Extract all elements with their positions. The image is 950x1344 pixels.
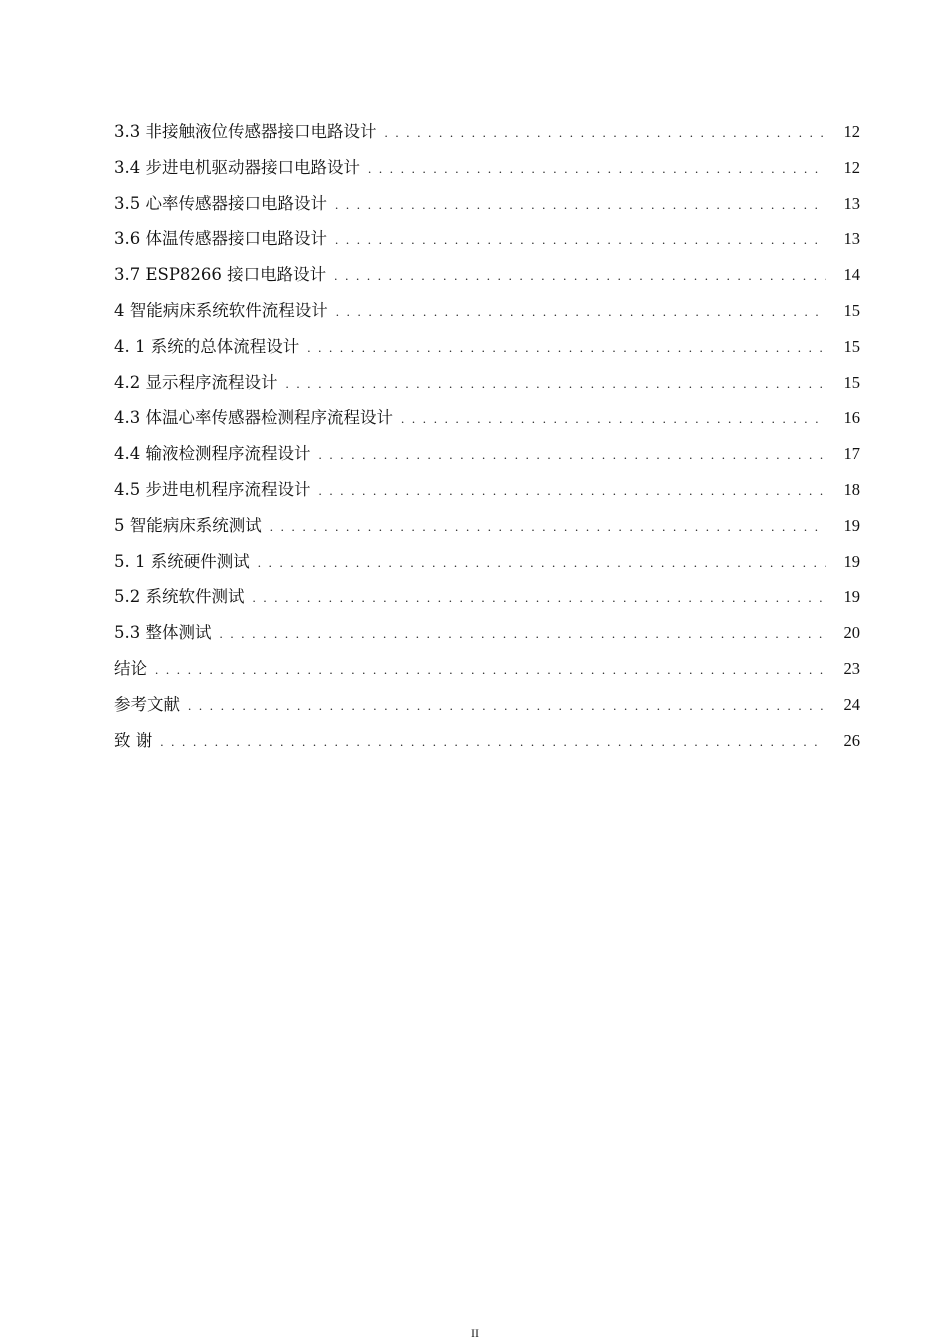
toc-entry-page: 15 <box>843 372 860 392</box>
toc-entry-title: 4.4 输液检测程序流程设计 <box>114 444 311 464</box>
page-number: II <box>471 1326 479 1340</box>
toc-dot-leader <box>336 294 826 330</box>
toc-entry-page: 18 <box>843 479 860 499</box>
toc-entry-title: 4.2 显示程序流程设计 <box>114 372 278 392</box>
toc-entry-title: 参考文献 <box>114 694 180 714</box>
toc-entry-title: 4. 1 系统的总体流程设计 <box>114 336 300 356</box>
toc-entry-page: 19 <box>843 551 860 571</box>
table-of-contents <box>114 114 860 758</box>
toc-dot-leader <box>401 401 826 437</box>
toc-dot-leader <box>286 366 827 402</box>
toc-dot-leader <box>258 545 826 581</box>
toc-dot-leader <box>334 258 826 294</box>
toc-entry-page: 24 <box>843 694 860 714</box>
toc-entry[interactable] <box>114 114 860 150</box>
toc-entry-page: 23 <box>843 658 860 678</box>
toc-dot-leader <box>160 724 826 760</box>
toc-entry-page: 15 <box>843 336 860 356</box>
toc-entry-title: 3.3 非接触液位传感器接口电路设计 <box>114 122 377 141</box>
toc-entry[interactable] <box>114 687 860 723</box>
toc-entry-title: 3.6 体温传感器接口电路设计 <box>114 229 327 249</box>
toc-entry-page: 14 <box>843 265 860 285</box>
toc-dot-leader <box>385 115 827 151</box>
toc-entry-page: 13 <box>843 229 860 249</box>
toc-dot-leader <box>335 187 826 223</box>
toc-entry-title: 4.3 体温心率传感器检测程序流程设计 <box>114 408 393 428</box>
toc-dot-leader <box>188 688 826 724</box>
toc-entry-page: 12 <box>843 122 860 141</box>
toc-entry-title: 4.5 步进电机程序流程设计 <box>114 479 311 499</box>
toc-entry[interactable] <box>114 544 860 580</box>
toc-entry-title: 5.3 整体测试 <box>114 623 212 643</box>
toc-dot-leader <box>319 473 827 509</box>
toc-entry[interactable] <box>114 400 860 436</box>
toc-entry-title: 3.4 步进电机驱动器接口电路设计 <box>114 157 360 177</box>
toc-dot-leader <box>368 151 826 187</box>
toc-entry[interactable] <box>114 150 860 186</box>
toc-dot-leader <box>155 652 826 688</box>
toc-entry[interactable] <box>114 436 860 472</box>
toc-dot-leader <box>220 616 827 652</box>
toc-entry[interactable] <box>114 651 860 687</box>
toc-entry-page: 20 <box>843 623 860 643</box>
toc-entry-title: 5. 1 系统硬件测试 <box>114 551 250 571</box>
toc-entry-page: 12 <box>843 157 860 177</box>
toc-entry-title: 4 智能病床系统软件流程设计 <box>114 300 328 320</box>
toc-entry-title: 3.5 心率传感器接口电路设计 <box>114 193 327 213</box>
toc-entry[interactable] <box>114 579 860 615</box>
toc-entry-page: 19 <box>843 587 860 607</box>
toc-dot-leader <box>319 437 827 473</box>
toc-entry-title: 5 智能病床系统测试 <box>114 515 262 535</box>
toc-entry[interactable] <box>114 508 860 544</box>
toc-entry[interactable] <box>114 472 860 508</box>
toc-entry-title: 结论 <box>114 658 147 678</box>
toc-entry-page: 17 <box>843 444 860 464</box>
toc-entry-title: 3.7 ESP8266 接口电路设计 <box>114 265 327 285</box>
toc-entry[interactable] <box>114 329 860 365</box>
toc-entry-title: 致 谢 <box>114 730 153 750</box>
toc-dot-leader <box>253 580 827 616</box>
toc-entry-page: 13 <box>843 193 860 213</box>
toc-entry[interactable] <box>114 365 860 401</box>
toc-entry[interactable] <box>114 615 860 651</box>
toc-entry[interactable] <box>114 257 860 293</box>
toc-dot-leader <box>335 222 826 258</box>
toc-entry[interactable] <box>114 186 860 222</box>
toc-entry-page: 15 <box>843 300 860 320</box>
toc-entry-page: 16 <box>843 408 860 428</box>
toc-entry-page: 19 <box>843 515 860 535</box>
toc-entry[interactable] <box>114 293 860 329</box>
toc-entry-page: 26 <box>843 730 860 750</box>
toc-entry[interactable] <box>114 723 860 759</box>
toc-entry[interactable] <box>114 221 860 257</box>
toc-dot-leader <box>270 509 826 545</box>
toc-dot-leader <box>307 330 826 366</box>
toc-entry-title: 5.2 系统软件测试 <box>114 587 245 607</box>
